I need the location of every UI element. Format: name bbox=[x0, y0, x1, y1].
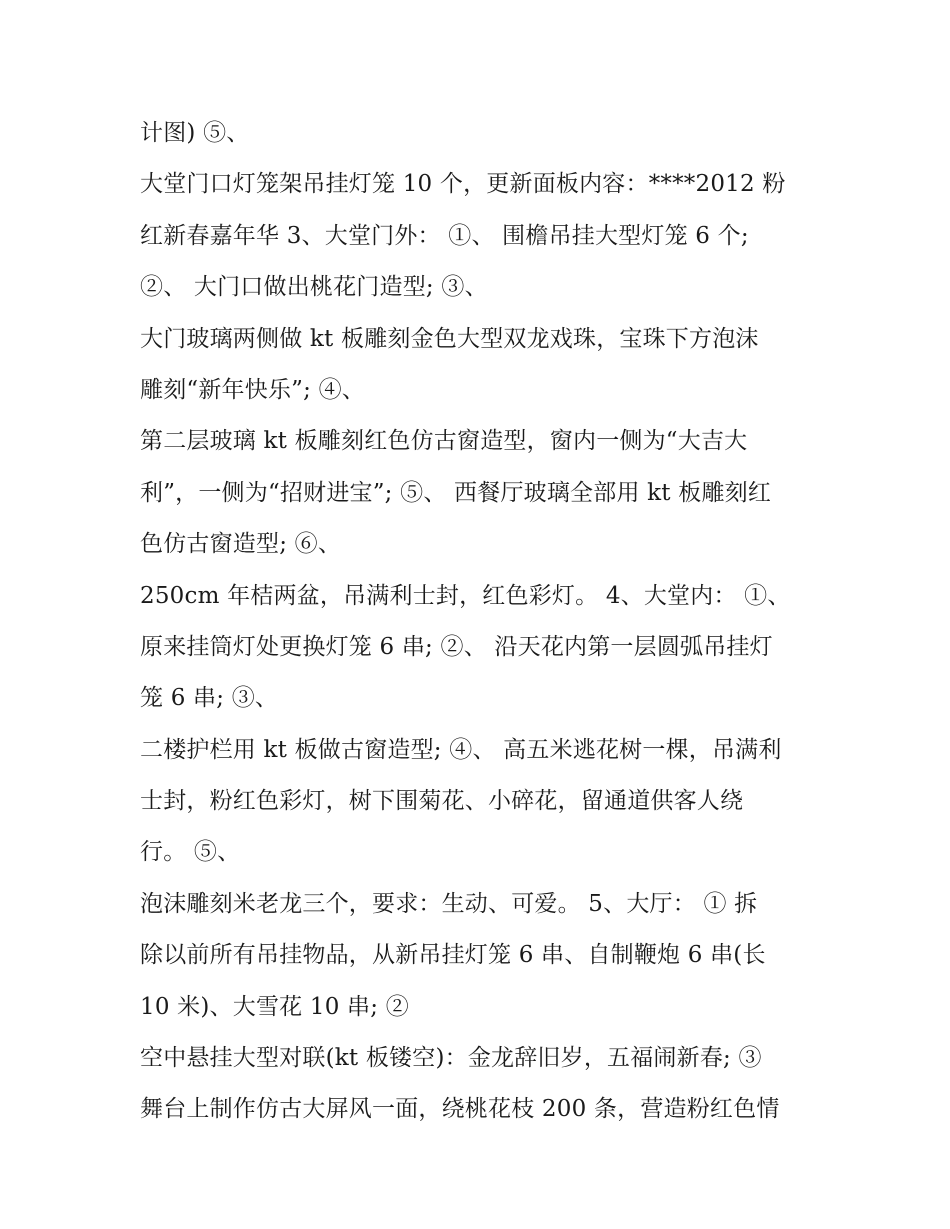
text-line: 行。 ⑤、 bbox=[140, 839, 241, 866]
text-line: 大门玻璃两侧做 kt 板雕刻金色大型双龙戏珠，宝珠下方泡沫 bbox=[140, 325, 759, 352]
text-line: 10 米)、大雪花 10 串; ② bbox=[140, 993, 409, 1020]
text-line: 大堂门口灯笼架吊挂灯笼 10 个，更新面板内容：****2012 粉 bbox=[140, 171, 786, 198]
text-line: 原来挂筒灯处更换灯笼 6 串; ②、 沿天花内第一层圆弧吊挂灯 bbox=[140, 633, 773, 660]
body-text bbox=[140, 108, 820, 1136]
text-line: ②、 大门口做出桃花门造型; ③、 bbox=[140, 274, 488, 301]
text-line: 二楼护栏用 kt 板做古窗造型; ④、 高五米逃花树一棵，吊满利 bbox=[140, 736, 782, 763]
text-line: 计图) ⑤、 bbox=[140, 120, 250, 146]
text-line: 红新春嘉年华 3、大堂门外： ①、 围檐吊挂大型灯笼 6 个; bbox=[140, 222, 749, 249]
text-line: 雕刻“新年快乐”; ④、 bbox=[140, 376, 365, 403]
text-line: 空中悬挂大型对联(kt 板镂空)：金龙辞旧岁，五福闹新春; ③ bbox=[140, 1045, 762, 1072]
text-line: 除以前所有吊挂物品，从新吊挂灯笼 6 串、自制鞭炮 6 串(长 bbox=[140, 942, 766, 969]
text-line: 舞台上制作仿古大屏风一面，绕桃花枝 200 条，营造粉红色情 bbox=[140, 1096, 780, 1123]
text-line: 第二层玻璃 kt 板雕刻红色仿古窗造型，窗内一侧为“大吉大 bbox=[140, 428, 748, 455]
text-line: 色仿古窗造型; ⑥、 bbox=[140, 531, 342, 558]
text-line: 泡沫雕刻米老龙三个，要求：生动、可爱。 5、大厅： ① 拆 bbox=[140, 890, 758, 917]
text-line: 士封，粉红色彩灯，树下围菊花、小碎花，留通道供客人绕 bbox=[140, 788, 744, 815]
text-line: 笼 6 串; ③、 bbox=[140, 685, 279, 712]
text-line: 250cm 年桔两盆，吊满利士封，红色彩灯。 4、大堂内： ①、 bbox=[140, 582, 791, 609]
text-line: 利”，一侧为“招财进宝”; ⑤、 西餐厅玻璃全部用 kt 板雕刻红 bbox=[140, 479, 772, 506]
